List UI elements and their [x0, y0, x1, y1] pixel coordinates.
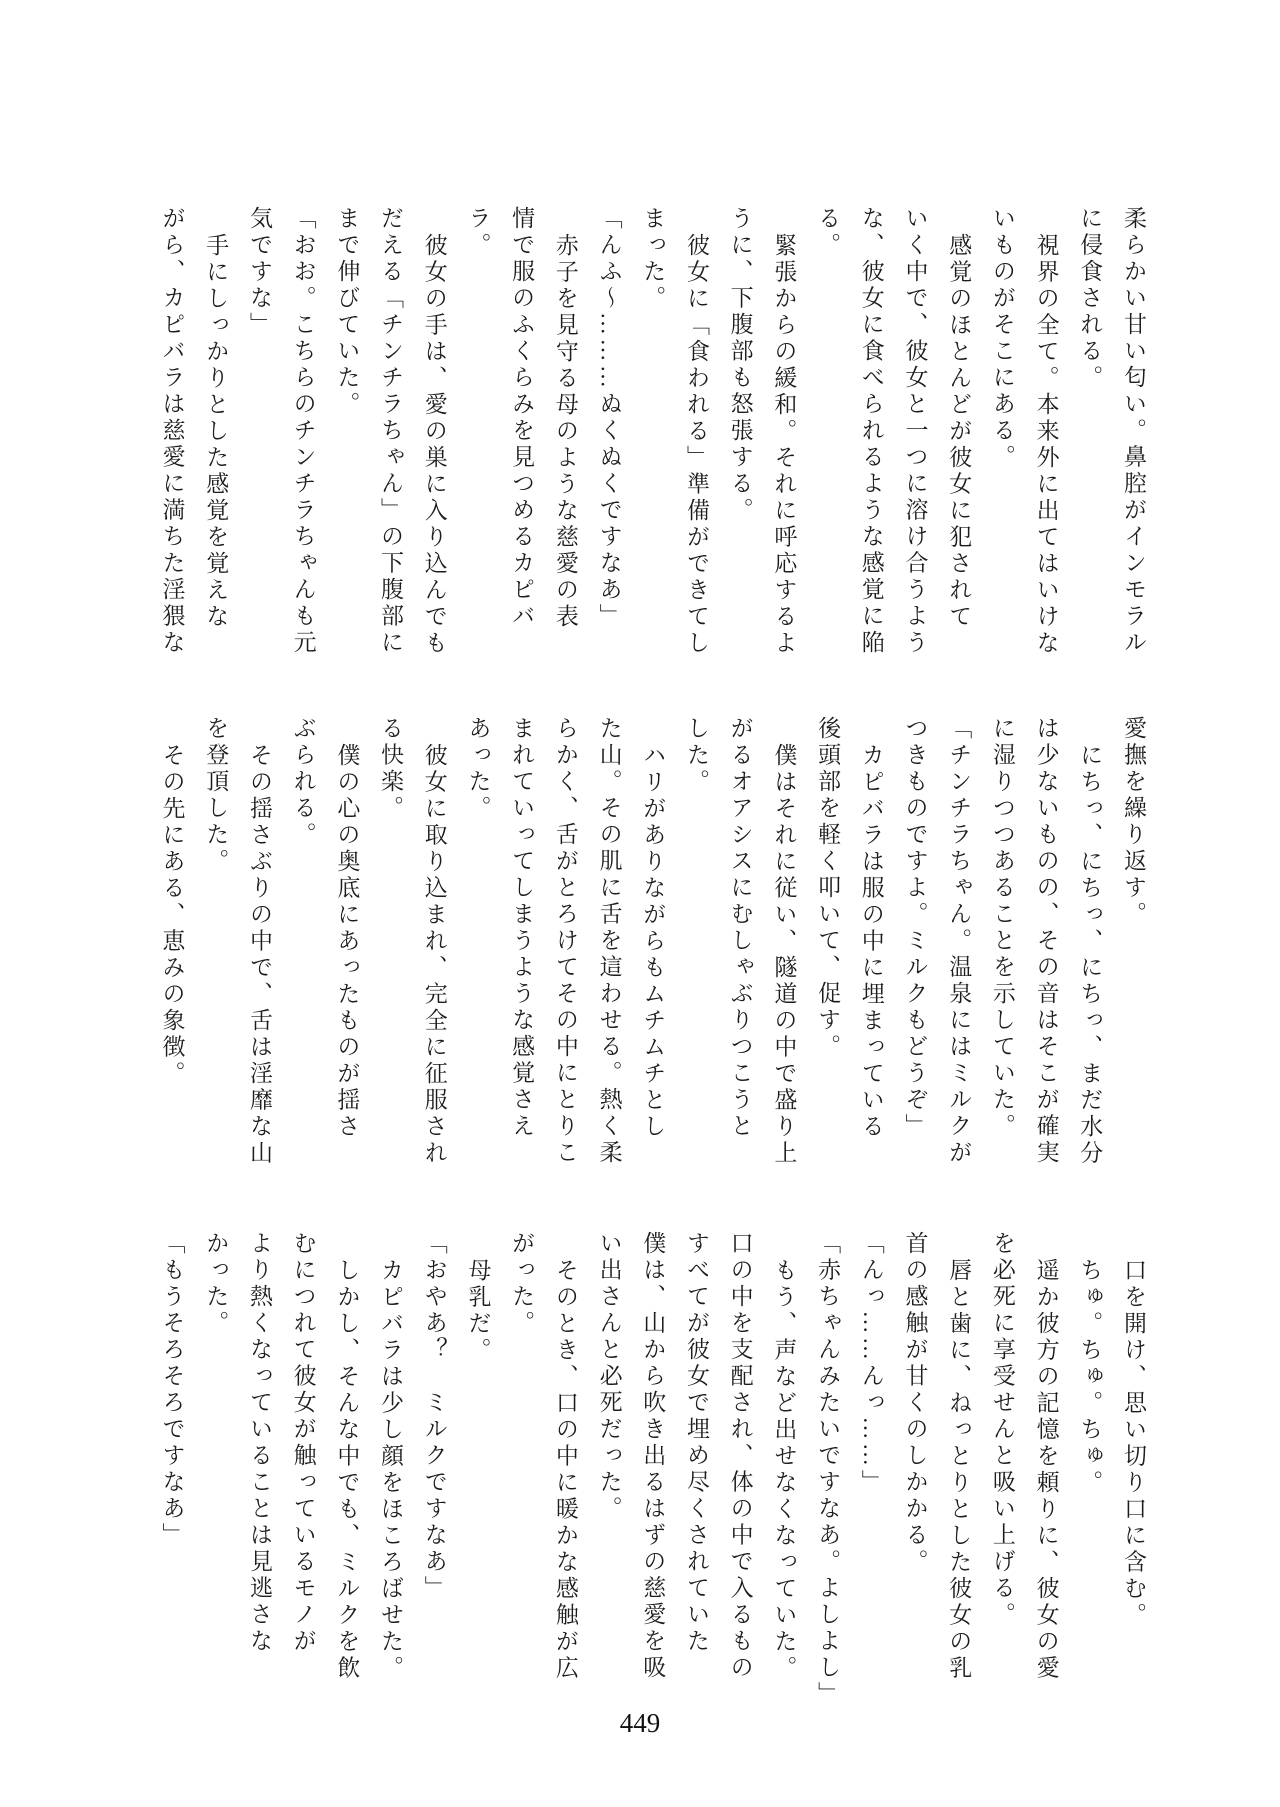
text-column: がった。 [509, 1231, 535, 1337]
text-column: 手にしっかりとした感覚を覚えな [203, 233, 229, 631]
text-column: むにつれて彼女が触っているモノが [290, 1231, 316, 1655]
text-column: 緊張からの緩和。それに呼応するよ [771, 233, 797, 657]
text-column: 僕は、山から吹き出るはずの慈愛を吸 [640, 1231, 666, 1682]
text-column: いく中で、彼女と一つに溶け合うよう [902, 206, 928, 657]
text-column: いものがそこにある。 [989, 206, 1015, 471]
text-column: うに、下腹部も怒張する。 [727, 206, 753, 524]
text-column: その先にある、恵みの象徴。 [159, 743, 185, 1088]
text-column: 遥か彼方の記憶を頼りに、彼女の愛 [1033, 1258, 1059, 1682]
text-column: 僕の心の奥底にあったものが揺さ [334, 743, 360, 1141]
text-column: 気ですな」 [246, 206, 272, 339]
text-column: 僕はそれに従い、隧道の中で盛り上 [771, 743, 797, 1167]
text-column: つきものですよ。ミルクもどうぞ」 [902, 716, 928, 1140]
text-column: 彼女に「食われる」準備ができてし [683, 233, 709, 657]
text-column: に湿りつつあることを示していた。 [989, 716, 1015, 1140]
text-column: る快楽。 [378, 716, 404, 822]
text-column: 情で服のふくらみを見つめるカピバ [509, 206, 535, 630]
text-column: 「んふ〜………ぬくぬくですなあ」 [596, 206, 622, 630]
text-column: 母乳だ。 [465, 1258, 491, 1364]
text-column: を必死に享受せんと吸い上げる。 [989, 1231, 1015, 1629]
text-column: しかし、そんな中でも、ミルクを飲 [334, 1258, 360, 1682]
text-column: い出さんと必死だった。 [596, 1231, 622, 1523]
text-column: らかく、舌がとろけてその中にとりこ [552, 716, 578, 1167]
text-column: は少ないものの、その音はそこが確実 [1033, 716, 1059, 1167]
text-column: ラ。 [465, 206, 491, 259]
text-column: にちっ、にちっ、にちっ、まだ水分 [1077, 743, 1103, 1167]
text-column: 彼女に取り込まれ、完全に征服され [421, 743, 447, 1167]
text-column: より熱くなっていることは見逃さな [246, 1231, 272, 1655]
text-column: もう、声など出せなくなっていた。 [771, 1258, 797, 1682]
text-column: 口の中を支配され、体の中で入るもの [727, 1231, 753, 1682]
page-number: 449 [619, 1708, 661, 1738]
text-column: 愛撫を繰り返す。 [1121, 716, 1146, 928]
text-column: 「赤ちゃんみたいですなあ。よしよし」 [815, 1231, 841, 1708]
text-column: がるオアシスにむしゃぶりつこうと [727, 716, 753, 1140]
text-band-bottom [150, 1231, 1155, 1717]
text-column: る。 [815, 206, 841, 259]
text-column: ぶられる。 [290, 716, 316, 849]
text-column: 「おお。こちらのチンチラちゃんも元 [290, 206, 316, 657]
text-column: がら、カピバラは慈愛に満ちた淫猥な [159, 206, 185, 657]
text-column: 「んっ……んっ……」 [858, 1231, 884, 1496]
text-column: カピバラは服の中に埋まっている [858, 743, 884, 1141]
text-column: まれていってしまうような感覚さえ [509, 716, 535, 1140]
text-column: まった。 [640, 206, 666, 312]
text-column: 「おやあ？ ミルクですなあ」 [421, 1231, 447, 1602]
text-column: 「チンチラちゃん。温泉にはミルクが [946, 716, 972, 1167]
text-column: 首の感触が甘くのしかかる。 [902, 1231, 928, 1576]
text-column: 感覚のほとんどが彼女に犯されて [946, 233, 972, 631]
text-column: 口を開け、思い切り口に含む。 [1121, 1258, 1146, 1629]
text-column: そのとき、口の中に暖かな感触が広 [552, 1258, 578, 1682]
text-column: 柔らかい甘い匂い。鼻腔がインモラル [1121, 206, 1146, 657]
text-column: カピバラは少し顔をほころばせた。 [378, 1258, 404, 1682]
text-column: だえる「チンチラちゃん」の下腹部に [378, 206, 404, 657]
text-column: を登頂した。 [203, 716, 229, 875]
text-column: 後頭部を軽く叩いて、促す。 [815, 716, 841, 1061]
text-column: 彼女の手は、愛の巣に入り込んでも [421, 233, 447, 657]
text-column: ハリがありながらもムチムチとし [640, 743, 666, 1141]
text-column: に侵食される。 [1077, 206, 1103, 392]
text-column: 視界の全て。本来外に出てはいけな [1033, 233, 1059, 657]
text-band-middle [150, 716, 1155, 1202]
text-column: その揺さぶりの中で、舌は淫靡な山 [246, 743, 272, 1167]
text-band-top [150, 206, 1155, 692]
text-column: あった。 [465, 716, 491, 822]
text-column: 赤子を見守る母のような慈愛の表 [552, 233, 578, 631]
text-column: た山。その肌に舌を這わせる。熱く柔 [596, 716, 622, 1167]
text-column: ちゅ。ちゅ。ちゅ。 [1077, 1258, 1103, 1497]
text-column: な、彼女に食べられるような感覚に陥 [858, 206, 884, 657]
text-column: まで伸びていた。 [334, 206, 360, 418]
text-column: した。 [683, 716, 709, 796]
text-column: すべてが彼女で埋め尽くされていた [683, 1231, 709, 1655]
text-column: 唇と歯に、ねっとりとした彼女の乳 [946, 1258, 972, 1682]
text-column: 「もうそろそろですなあ」 [159, 1231, 185, 1549]
text-column: かった。 [203, 1231, 229, 1337]
